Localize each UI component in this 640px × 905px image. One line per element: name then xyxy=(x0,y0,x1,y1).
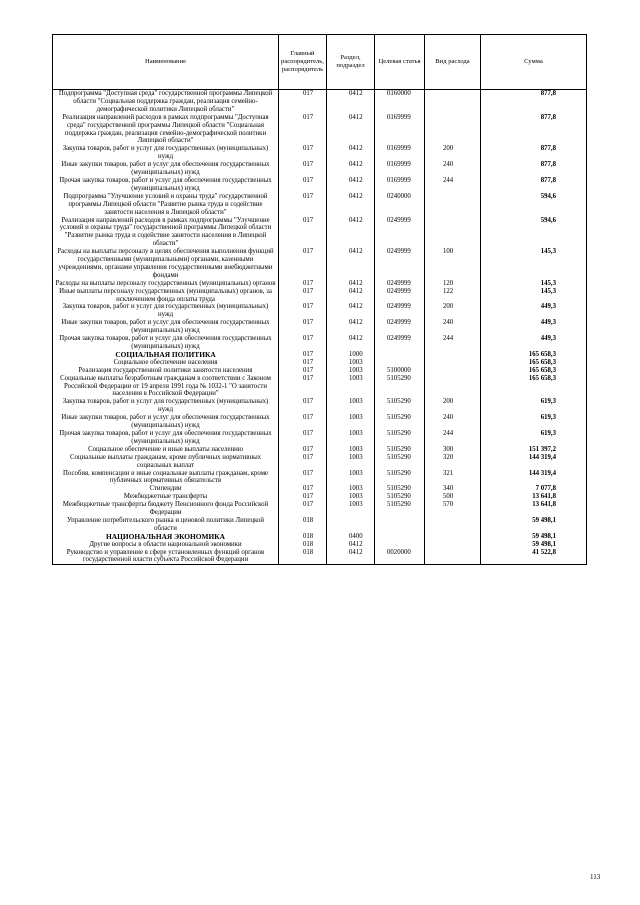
header-target: Целевая статья xyxy=(375,35,425,90)
cell-name: Реализация государственной политики занятости населения xyxy=(53,367,279,375)
table-row xyxy=(53,485,587,493)
cell-sum: 59 498,1 xyxy=(481,541,587,549)
cell-admin: 017 xyxy=(279,335,327,351)
cell-name: Закупка товаров, работ и услуг для государственных (муниципальных) нужд xyxy=(53,398,279,414)
cell-name: Прочая закупка товаров, работ и услуг для обеспечения государственных (муниципальных) нужд xyxy=(53,335,279,351)
cell-target: 0169999 xyxy=(375,177,425,193)
table-row xyxy=(53,303,587,319)
table-row xyxy=(53,359,587,367)
cell-section: 0412 xyxy=(327,114,375,146)
cell-type: 122 xyxy=(425,288,481,304)
cell-name: Управление потребительского рынка и ценовой политики Липецкой области xyxy=(53,517,279,533)
cell-admin: 017 xyxy=(279,454,327,470)
cell-admin: 017 xyxy=(279,446,327,454)
cell-admin: 018 xyxy=(279,533,327,541)
cell-target: 0249999 xyxy=(375,303,425,319)
cell-type: 244 xyxy=(425,430,481,446)
cell-type xyxy=(425,217,481,249)
cell-section: 0412 xyxy=(327,541,375,549)
cell-type: 244 xyxy=(425,177,481,193)
cell-sum: 594,6 xyxy=(481,217,587,249)
cell-sum: 619,3 xyxy=(481,430,587,446)
cell-section: 0412 xyxy=(327,319,375,335)
table-row xyxy=(53,145,587,161)
cell-admin: 017 xyxy=(279,470,327,486)
table-row xyxy=(53,398,587,414)
cell-name: Реализация направлений расходов в рамках подпрограммы "Доступная среда" государственной программы Липецкой области "Социальная поддержка граждан, реализация семейно-демографической политики Липецкой области" xyxy=(53,114,279,146)
table-row xyxy=(53,90,587,114)
cell-sum: 449,3 xyxy=(481,319,587,335)
cell-target: 5105290 xyxy=(375,493,425,501)
cell-sum: 877,8 xyxy=(481,177,587,193)
cell-name: СОЦИАЛЬНАЯ ПОЛИТИКА xyxy=(53,351,279,359)
cell-target: 0240000 xyxy=(375,193,425,217)
cell-name: Иные закупки товаров, работ и услуг для обеспечения государственных (муниципальных) нужд xyxy=(53,161,279,177)
cell-name: Прочая закупка товаров, работ и услуг для обеспечения государственных (муниципальных) нужд xyxy=(53,430,279,446)
cell-target: 5105290 xyxy=(375,375,425,399)
table-row xyxy=(53,533,587,541)
cell-name: Межбюджетные трансферты бюджету Пенсионного фонда Российской Федерации xyxy=(53,501,279,517)
cell-type: 200 xyxy=(425,303,481,319)
header-admin: Главный распорядитель, распорядитель xyxy=(279,35,327,90)
cell-section: 0412 xyxy=(327,549,375,565)
cell-name: Подпрограмма "Доступная среда" государственной программы Липецкой области "Социальная поддержка граждан, реализация семейно-демографической политики Липецкой области" xyxy=(53,90,279,114)
cell-target xyxy=(375,351,425,359)
cell-target: 5105290 xyxy=(375,446,425,454)
cell-name: Межбюджетные трансферты xyxy=(53,493,279,501)
cell-admin: 017 xyxy=(279,280,327,288)
cell-section: 0400 xyxy=(327,533,375,541)
table-row xyxy=(53,351,587,359)
cell-admin: 017 xyxy=(279,398,327,414)
header-type: Вид расхода xyxy=(425,35,481,90)
cell-target: 0249999 xyxy=(375,319,425,335)
cell-target xyxy=(375,359,425,367)
cell-type xyxy=(425,90,481,114)
cell-sum: 165 658,3 xyxy=(481,351,587,359)
cell-sum: 165 658,3 xyxy=(481,375,587,399)
table-row xyxy=(53,430,587,446)
cell-sum: 151 397,2 xyxy=(481,446,587,454)
cell-name: Социальные выплаты безработным гражданам в соответствии с Законом Российской Федерации от 19 апреля 1991 года № 1032-1 "О занятости населения в Российской Федерации" xyxy=(53,375,279,399)
table-row xyxy=(53,367,587,375)
cell-type: 240 xyxy=(425,161,481,177)
cell-target: 0249999 xyxy=(375,217,425,249)
cell-sum: 877,8 xyxy=(481,90,587,114)
cell-name: Иные закупки товаров, работ и услуг для обеспечения государственных (муниципальных) нужд xyxy=(53,414,279,430)
table-header-row xyxy=(53,35,587,90)
cell-admin: 017 xyxy=(279,248,327,280)
table-row xyxy=(53,288,587,304)
cell-name: Реализация направлений расходов в рамках подпрограммы "Улучшение условий и охраны труда" государственной программы Липецкой области "Развитие рынка труда и содействие занятости населения в Липецкой области" xyxy=(53,217,279,249)
cell-name: Иные закупки товаров, работ и услуг для обеспечения государственных (муниципальных) нужд xyxy=(53,319,279,335)
cell-sum: 59 498,1 xyxy=(481,533,587,541)
cell-target: 5105290 xyxy=(375,414,425,430)
cell-section: 1003 xyxy=(327,398,375,414)
cell-admin: 017 xyxy=(279,375,327,399)
cell-type xyxy=(425,193,481,217)
cell-name: Расходы на выплаты персоналу в целях обеспечения выполнения функций государственными (муниципальными) органами, казенными учреждениями, органами управления государственными внебюджетными фондами xyxy=(53,248,279,280)
cell-type: 240 xyxy=(425,414,481,430)
cell-admin: 017 xyxy=(279,193,327,217)
cell-sum: 877,8 xyxy=(481,114,587,146)
cell-target xyxy=(375,533,425,541)
table-row xyxy=(53,549,587,565)
table-row xyxy=(53,161,587,177)
cell-section: 0412 xyxy=(327,303,375,319)
cell-admin: 017 xyxy=(279,319,327,335)
cell-target: 5105290 xyxy=(375,485,425,493)
table-row xyxy=(53,280,587,288)
cell-sum: 144 319,4 xyxy=(481,454,587,470)
cell-section: 1000 xyxy=(327,351,375,359)
cell-sum: 145,3 xyxy=(481,248,587,280)
cell-admin: 017 xyxy=(279,145,327,161)
cell-target xyxy=(375,541,425,549)
cell-section: 0412 xyxy=(327,193,375,217)
cell-sum: 619,3 xyxy=(481,398,587,414)
cell-section: 1003 xyxy=(327,414,375,430)
cell-type: 244 xyxy=(425,335,481,351)
cell-section: 1003 xyxy=(327,493,375,501)
cell-section: 0412 xyxy=(327,145,375,161)
cell-name: Закупка товаров, работ и услуг для государственных (муниципальных) нужд xyxy=(53,145,279,161)
cell-admin: 018 xyxy=(279,541,327,549)
cell-admin: 018 xyxy=(279,549,327,565)
cell-type: 120 xyxy=(425,280,481,288)
cell-target: 0249999 xyxy=(375,248,425,280)
cell-target: 0249999 xyxy=(375,335,425,351)
cell-name: Другие вопросы в области национальной экономики xyxy=(53,541,279,549)
cell-sum: 449,3 xyxy=(481,303,587,319)
table-row xyxy=(53,446,587,454)
table-row xyxy=(53,248,587,280)
cell-name: Социальные выплаты гражданам, кроме публичных нормативных социальных выплат xyxy=(53,454,279,470)
cell-target: 0169999 xyxy=(375,145,425,161)
cell-name: Социальное обеспечение населения xyxy=(53,359,279,367)
cell-name: Иные выплаты персоналу государственных (муниципальных) органов, за исключением фонда оплаты труда xyxy=(53,288,279,304)
cell-target xyxy=(375,517,425,533)
table-row xyxy=(53,493,587,501)
cell-type xyxy=(425,114,481,146)
cell-sum: 13 641,8 xyxy=(481,493,587,501)
cell-admin: 017 xyxy=(279,303,327,319)
cell-section: 0412 xyxy=(327,335,375,351)
cell-sum: 877,8 xyxy=(481,161,587,177)
cell-type: 100 xyxy=(425,248,481,280)
cell-target: 0160000 xyxy=(375,90,425,114)
table-row xyxy=(53,454,587,470)
cell-target: 5105290 xyxy=(375,430,425,446)
cell-target: 0169999 xyxy=(375,114,425,146)
cell-type xyxy=(425,367,481,375)
cell-sum: 165 658,3 xyxy=(481,359,587,367)
cell-type: 200 xyxy=(425,145,481,161)
cell-admin: 017 xyxy=(279,161,327,177)
table-row xyxy=(53,470,587,486)
cell-type: 321 xyxy=(425,470,481,486)
cell-type: 500 xyxy=(425,493,481,501)
cell-target: 0169999 xyxy=(375,161,425,177)
cell-type xyxy=(425,351,481,359)
cell-target: 5105290 xyxy=(375,454,425,470)
cell-admin: 017 xyxy=(279,177,327,193)
cell-sum: 144 319,4 xyxy=(481,470,587,486)
table-row xyxy=(53,335,587,351)
cell-name: Руководство и управление в сфере установленных функций органов государственной власти субъекта Российской Федерации xyxy=(53,549,279,565)
cell-admin: 017 xyxy=(279,217,327,249)
cell-sum: 13 641,8 xyxy=(481,501,587,517)
cell-section: 0412 xyxy=(327,161,375,177)
cell-admin: 017 xyxy=(279,414,327,430)
cell-admin: 017 xyxy=(279,485,327,493)
header-name: Наименование xyxy=(53,35,279,90)
table-row xyxy=(53,501,587,517)
cell-sum: 594,6 xyxy=(481,193,587,217)
table-row xyxy=(53,375,587,399)
table-row xyxy=(53,517,587,533)
cell-sum: 619,3 xyxy=(481,414,587,430)
cell-section: 1003 xyxy=(327,501,375,517)
cell-admin: 017 xyxy=(279,114,327,146)
cell-name: Пособия, компенсации и иные социальные выплаты гражданам, кроме публичных нормативных обязательств xyxy=(53,470,279,486)
cell-admin: 018 xyxy=(279,517,327,533)
cell-admin: 017 xyxy=(279,501,327,517)
cell-section: 1003 xyxy=(327,446,375,454)
cell-sum: 165 658,3 xyxy=(481,367,587,375)
cell-type: 320 xyxy=(425,454,481,470)
cell-name: Стипендии xyxy=(53,485,279,493)
cell-type xyxy=(425,375,481,399)
table-row xyxy=(53,217,587,249)
cell-type: 570 xyxy=(425,501,481,517)
cell-target: 0020000 xyxy=(375,549,425,565)
cell-sum: 145,3 xyxy=(481,280,587,288)
budget-table xyxy=(52,34,587,565)
cell-sum: 145,3 xyxy=(481,288,587,304)
cell-type xyxy=(425,359,481,367)
cell-target: 5100000 xyxy=(375,367,425,375)
cell-admin: 017 xyxy=(279,367,327,375)
cell-type: 300 xyxy=(425,446,481,454)
cell-sum: 877,8 xyxy=(481,145,587,161)
cell-target: 5105290 xyxy=(375,470,425,486)
cell-section: 1003 xyxy=(327,367,375,375)
cell-name: Прочая закупка товаров, работ и услуг для обеспечения государственных (муниципальных) нужд xyxy=(53,177,279,193)
cell-type: 340 xyxy=(425,485,481,493)
cell-name: Подпрограмма "Улучшение условий и охраны труда" государственной программы Липецкой области "Развитие рынка труда и содействие занятости населения в Липецкой области" xyxy=(53,193,279,217)
cell-section: 1003 xyxy=(327,454,375,470)
cell-section: 1003 xyxy=(327,359,375,367)
cell-section: 1003 xyxy=(327,375,375,399)
cell-section: 0412 xyxy=(327,288,375,304)
cell-section xyxy=(327,517,375,533)
budget-table-page xyxy=(52,34,586,565)
cell-sum: 7 077,8 xyxy=(481,485,587,493)
cell-sum: 41 522,8 xyxy=(481,549,587,565)
cell-sum: 449,3 xyxy=(481,335,587,351)
table-body xyxy=(53,90,587,565)
cell-type xyxy=(425,541,481,549)
table-row xyxy=(53,114,587,146)
cell-admin: 017 xyxy=(279,359,327,367)
header-sum: Сумма xyxy=(481,35,587,90)
cell-name: Социальное обеспечение и иные выплаты населению xyxy=(53,446,279,454)
cell-section: 0412 xyxy=(327,177,375,193)
table-row xyxy=(53,319,587,335)
cell-section: 1003 xyxy=(327,485,375,493)
cell-section: 1003 xyxy=(327,430,375,446)
page-number: 113 xyxy=(590,873,601,881)
cell-target: 0249999 xyxy=(375,280,425,288)
cell-name: НАЦИОНАЛЬНАЯ ЭКОНОМИКА xyxy=(53,533,279,541)
table-row xyxy=(53,177,587,193)
cell-target: 0249999 xyxy=(375,288,425,304)
cell-section: 1003 xyxy=(327,470,375,486)
cell-target: 5105290 xyxy=(375,398,425,414)
cell-admin: 017 xyxy=(279,351,327,359)
table-row xyxy=(53,193,587,217)
cell-admin: 017 xyxy=(279,430,327,446)
cell-target: 5105290 xyxy=(375,501,425,517)
cell-section: 0412 xyxy=(327,280,375,288)
cell-type: 240 xyxy=(425,319,481,335)
table-row xyxy=(53,541,587,549)
cell-section: 0412 xyxy=(327,217,375,249)
cell-name: Закупка товаров, работ и услуг для государственных (муниципальных) нужд xyxy=(53,303,279,319)
cell-name: Расходы на выплаты персоналу государственных (муниципальных) органов xyxy=(53,280,279,288)
table-row xyxy=(53,414,587,430)
cell-admin: 017 xyxy=(279,288,327,304)
cell-admin: 017 xyxy=(279,493,327,501)
cell-sum: 59 498,1 xyxy=(481,517,587,533)
cell-type xyxy=(425,533,481,541)
cell-section: 0412 xyxy=(327,248,375,280)
cell-admin: 017 xyxy=(279,90,327,114)
cell-section: 0412 xyxy=(327,90,375,114)
cell-type xyxy=(425,517,481,533)
cell-type: 200 xyxy=(425,398,481,414)
header-section: Раздел, подраздел xyxy=(327,35,375,90)
cell-type xyxy=(425,549,481,565)
